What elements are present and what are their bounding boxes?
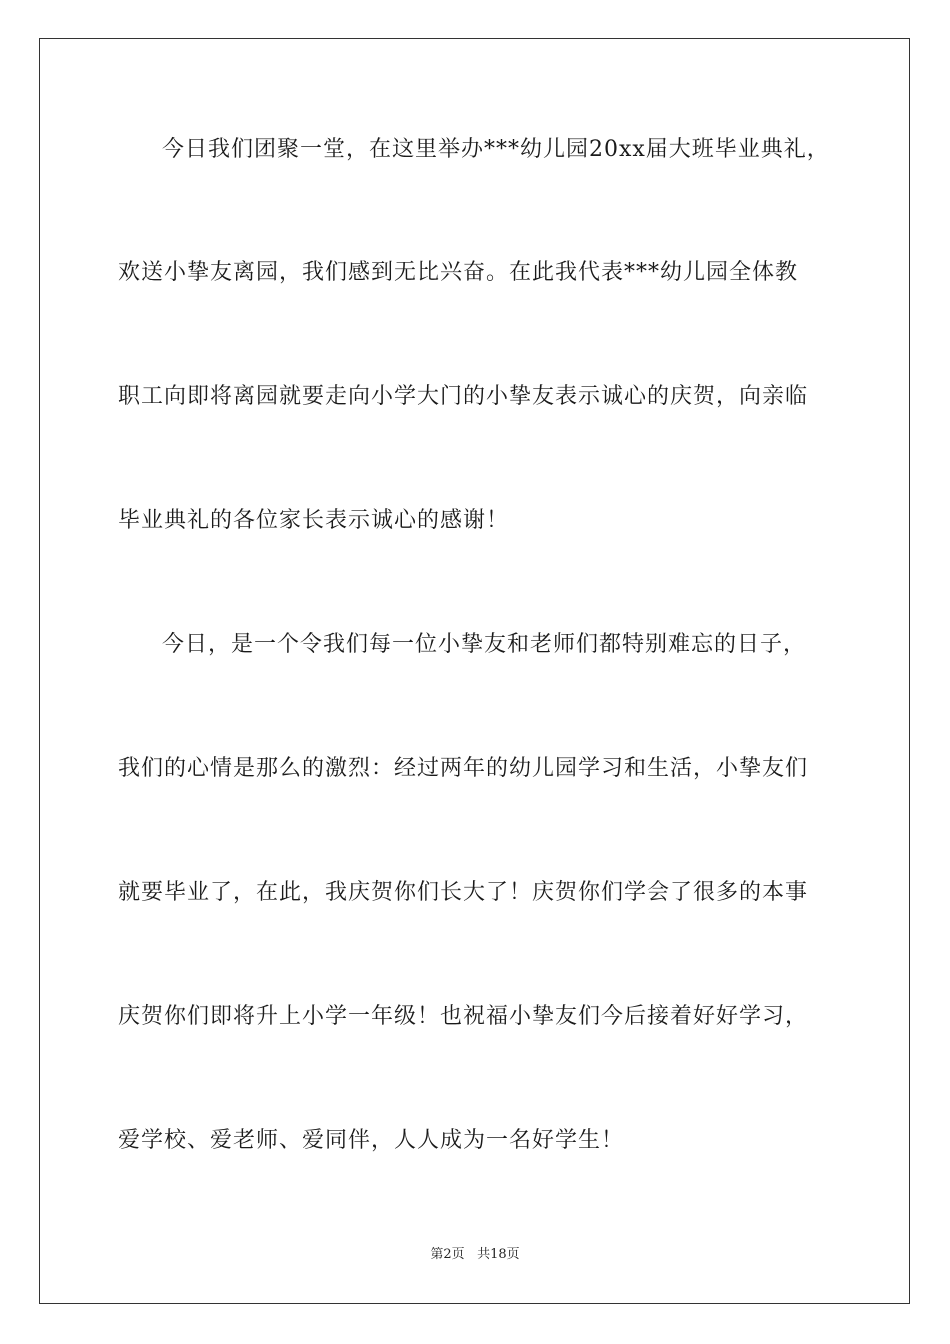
page-total: 共18页 [477,1247,520,1262]
page-number: 第2页 [430,1247,465,1262]
paragraph-2-line-5: 爱学校、爱老师、爱同伴，人人成为一名好学生！ [118,1128,625,1153]
paragraph-2-line-3: 就要毕业了，在此，我庆贺你们长大了！庆贺你们学会了很多的本事 [118,880,809,905]
page-border [39,38,910,1304]
paragraph-1-line-2: 欢送小挚友离园，我们感到无比兴奋。在此我代表***幼儿园全体教 [118,260,799,285]
paragraph-1-line-1: 今日我们团聚一堂，在这里举办***幼儿园20xx届大班毕业典礼， [162,137,830,162]
paragraph-2-line-4: 庆贺你们即将升上小学一年级！也祝福小挚友们今后接着好好学习， [118,1004,809,1029]
paragraph-1-line-3: 职工向即将离园就要走向小学大门的小挚友表示诚心的庆贺，向亲临 [118,384,809,409]
page-footer [0,1246,950,1264]
paragraph-2-line-1: 今日，是一个令我们每一位小挚友和老师们都特别难忘的日子， [162,632,807,657]
paragraph-2-line-2: 我们的心情是那么的激烈：经过两年的幼儿园学习和生活，小挚友们 [118,756,809,781]
paragraph-1-line-4: 毕业典礼的各位家长表示诚心的感谢！ [118,508,510,533]
